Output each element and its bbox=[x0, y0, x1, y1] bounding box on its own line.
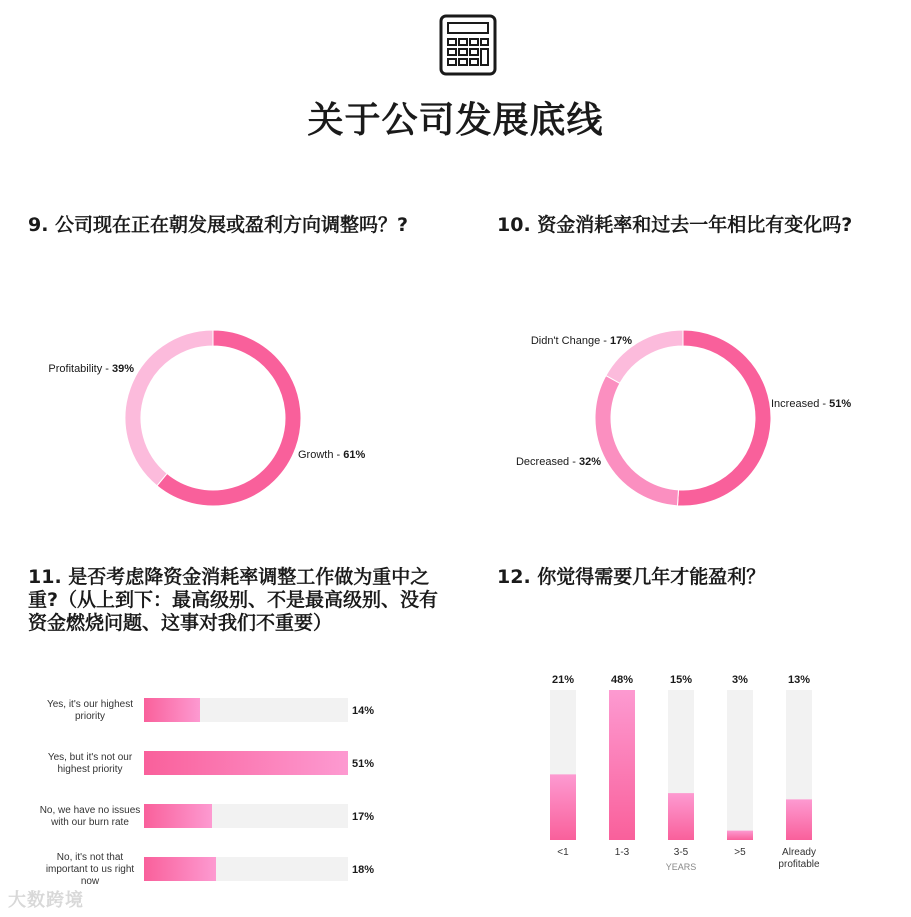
category-label: No, we have no issues with our burn rate bbox=[39, 805, 141, 828]
value-label: 17% bbox=[352, 811, 375, 823]
donut-slice-decreased bbox=[595, 376, 678, 506]
slice-label: Increased - 51% bbox=[771, 398, 852, 410]
slice-label: Profitability - 39% bbox=[48, 363, 134, 375]
q9-title: 9. 公司现在正在朝发展或盈利方向调整吗？? bbox=[28, 214, 409, 236]
bar bbox=[609, 690, 635, 840]
category-label: >5 bbox=[734, 847, 746, 858]
bar-track bbox=[727, 690, 753, 840]
q11-bar-chart bbox=[0, 680, 455, 895]
slice-label: Decreased - 32% bbox=[515, 456, 601, 468]
q11-title: 11. 是否考虑降资金消耗率调整工作做为重中之重?（从上到下：最高级别、不是最高级别、没有资金燃烧问题、这事对我们不重要） bbox=[28, 566, 439, 634]
value-label: 18% bbox=[352, 864, 375, 876]
bar bbox=[144, 698, 200, 722]
x-axis-label: YEARS bbox=[665, 862, 697, 872]
bar bbox=[550, 774, 576, 840]
bar bbox=[727, 831, 753, 840]
category-label: 1-3 bbox=[614, 847, 630, 858]
bar bbox=[668, 793, 694, 840]
donut-slice-growth bbox=[157, 330, 301, 506]
value-label: 14% bbox=[352, 705, 375, 717]
donut-slice-profitability bbox=[125, 330, 213, 486]
slice-label: Growth - 61% bbox=[298, 449, 366, 461]
category-label: No, it's not that important to us right now bbox=[45, 852, 135, 887]
bar bbox=[144, 857, 216, 881]
category-label: <1 bbox=[557, 847, 569, 858]
value-label: 51% bbox=[352, 758, 375, 770]
value-label: 48% bbox=[610, 674, 634, 686]
value-label: 15% bbox=[669, 674, 693, 686]
q10-title: 10. 资金消耗率和过去一年相比有变化吗? bbox=[497, 214, 853, 236]
category-label: Yes, but it's not our highest priority bbox=[47, 752, 133, 775]
q12-bar-chart bbox=[455, 660, 911, 880]
calculator-icon bbox=[439, 14, 497, 76]
donut-slice-increased bbox=[677, 330, 771, 506]
category-label: Yes, it's our highest priority bbox=[46, 699, 134, 722]
bar bbox=[144, 751, 348, 775]
bar bbox=[144, 804, 212, 828]
q10-donut-chart bbox=[455, 300, 911, 540]
bar bbox=[786, 799, 812, 840]
category-label: Already profitable bbox=[778, 847, 820, 870]
q9-donut-chart bbox=[0, 300, 455, 540]
page-title: 关于公司发展底线 bbox=[307, 100, 604, 141]
slice-label: Didn't Change - 17% bbox=[530, 335, 632, 347]
value-label: 3% bbox=[732, 674, 748, 686]
q12-title: 12. 你觉得需要几年才能盈利？ bbox=[497, 566, 766, 588]
category-label: 3-5 bbox=[673, 847, 689, 858]
value-label: 21% bbox=[551, 674, 575, 686]
value-label: 13% bbox=[787, 674, 811, 686]
watermark: 大数跨境 bbox=[8, 890, 84, 911]
